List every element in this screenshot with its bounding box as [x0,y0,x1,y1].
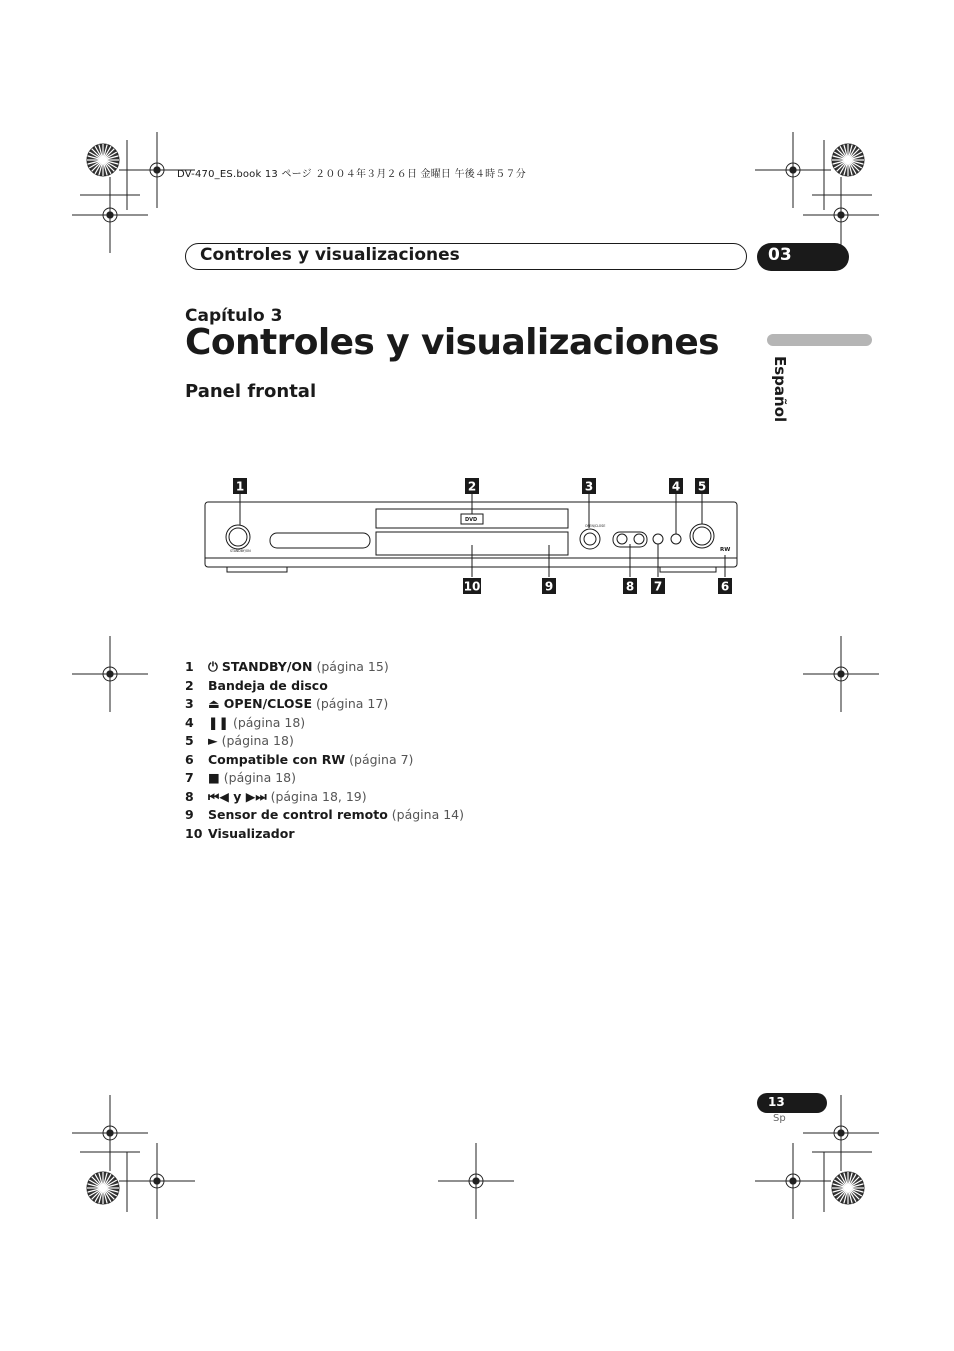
list-item [185,806,464,825]
callout-10 [463,578,481,594]
svg-text:3: 3 [584,479,594,494]
list-item [185,695,464,714]
standby-button-icon [226,525,250,549]
controls-list [185,658,464,843]
list-item [185,788,464,807]
svg-text:7: 7 [653,579,663,594]
svg-text:5: 5 [697,479,707,494]
item-note: (página 7) [349,751,414,767]
item-note: (página 14) [391,807,464,822]
svg-text:4: 4 [671,479,681,494]
svg-text:8: 8 [625,579,635,594]
callout-3 [582,478,596,494]
item-note: (página 15) [316,659,389,674]
item-number: 7 [185,770,194,785]
item-symbol: ⏻ [208,659,218,674]
callout-4 [669,478,683,494]
item-number: 10 [185,825,203,841]
item-note: (página 18) [232,714,306,730]
dvd-logo: DVD [465,517,478,523]
item-note: (página 17) [316,696,389,711]
svg-text:6: 6 [720,579,730,594]
item-name: Visualizador [208,825,295,841]
item-name: Compatible con RW [208,751,346,767]
callout-8 [623,578,637,594]
open-close-button-icon [580,529,600,549]
list-item [185,825,464,844]
chapter-label: Capítulo 3 [185,306,283,326]
prev-button-icon [617,534,627,544]
item-name: ⏮◀ y ▶⏭ [208,788,267,804]
standby-label: STANDBY/ON [230,549,251,553]
list-item [185,677,464,696]
running-header-title: Controles y visualizaciones [200,245,460,265]
item-symbol: ► [208,733,218,748]
callout-1 [233,478,247,494]
item-note: (página 18, 19) [270,788,367,804]
chapter-number: 03 [768,245,792,265]
item-number: 9 [185,807,194,822]
left-window [270,533,370,548]
section-title: Panel frontal [185,381,317,402]
item-number: 4 [185,714,194,730]
language-tab-bar [767,334,872,346]
svg-text:9: 9 [544,579,554,594]
callout-7 [651,578,665,594]
svg-text:1: 1 [235,479,245,494]
file-header: DV-470_ES.book 13 ページ ２００４年３月２６日 金曜日 午後４時５７分 [177,169,526,180]
chapter-title: Controles y visualizaciones [185,322,719,363]
item-note: (página 18) [223,770,297,785]
language-tab-label: Español [771,356,789,423]
item-symbol: ❚❚ [208,714,229,730]
item-note: (página 18) [221,733,294,748]
list-item [185,732,464,751]
list-item [185,658,464,677]
page-suffix: Sp [773,1113,786,1124]
list-item [185,714,464,733]
item-name: OPEN/CLOSE [223,696,313,711]
list-item [185,751,464,770]
play-button-icon [690,524,714,548]
page-number: 13 [768,1095,785,1109]
item-name: Bandeja de disco [208,677,328,693]
item-number: 3 [185,696,194,711]
callout-6 [718,578,732,594]
item-number: 8 [185,788,194,804]
item-number: 6 [185,751,194,767]
item-number: 2 [185,677,194,693]
stop-button-icon [653,534,663,544]
foot-left [227,567,287,572]
next-button-icon [634,534,644,544]
svg-text:10: 10 [463,579,481,594]
item-name: Sensor de control remoto [208,807,388,822]
item-number: 5 [185,733,194,748]
rw-logo: RW [720,547,731,553]
front-panel-diagram [195,470,755,600]
callout-9 [542,578,556,594]
item-symbol: ■ [208,770,220,785]
list-item [185,769,464,788]
callout-2 [465,478,479,494]
callout-5 [695,478,709,494]
open-close-label: OPEN/CLOSE [585,524,606,528]
item-number: 1 [185,659,194,674]
svg-text:2: 2 [467,479,477,494]
item-symbol: ⏏ [208,696,220,711]
foot-right [660,567,716,572]
pause-button-icon [671,534,681,544]
item-name: STANDBY/ON [221,659,313,674]
